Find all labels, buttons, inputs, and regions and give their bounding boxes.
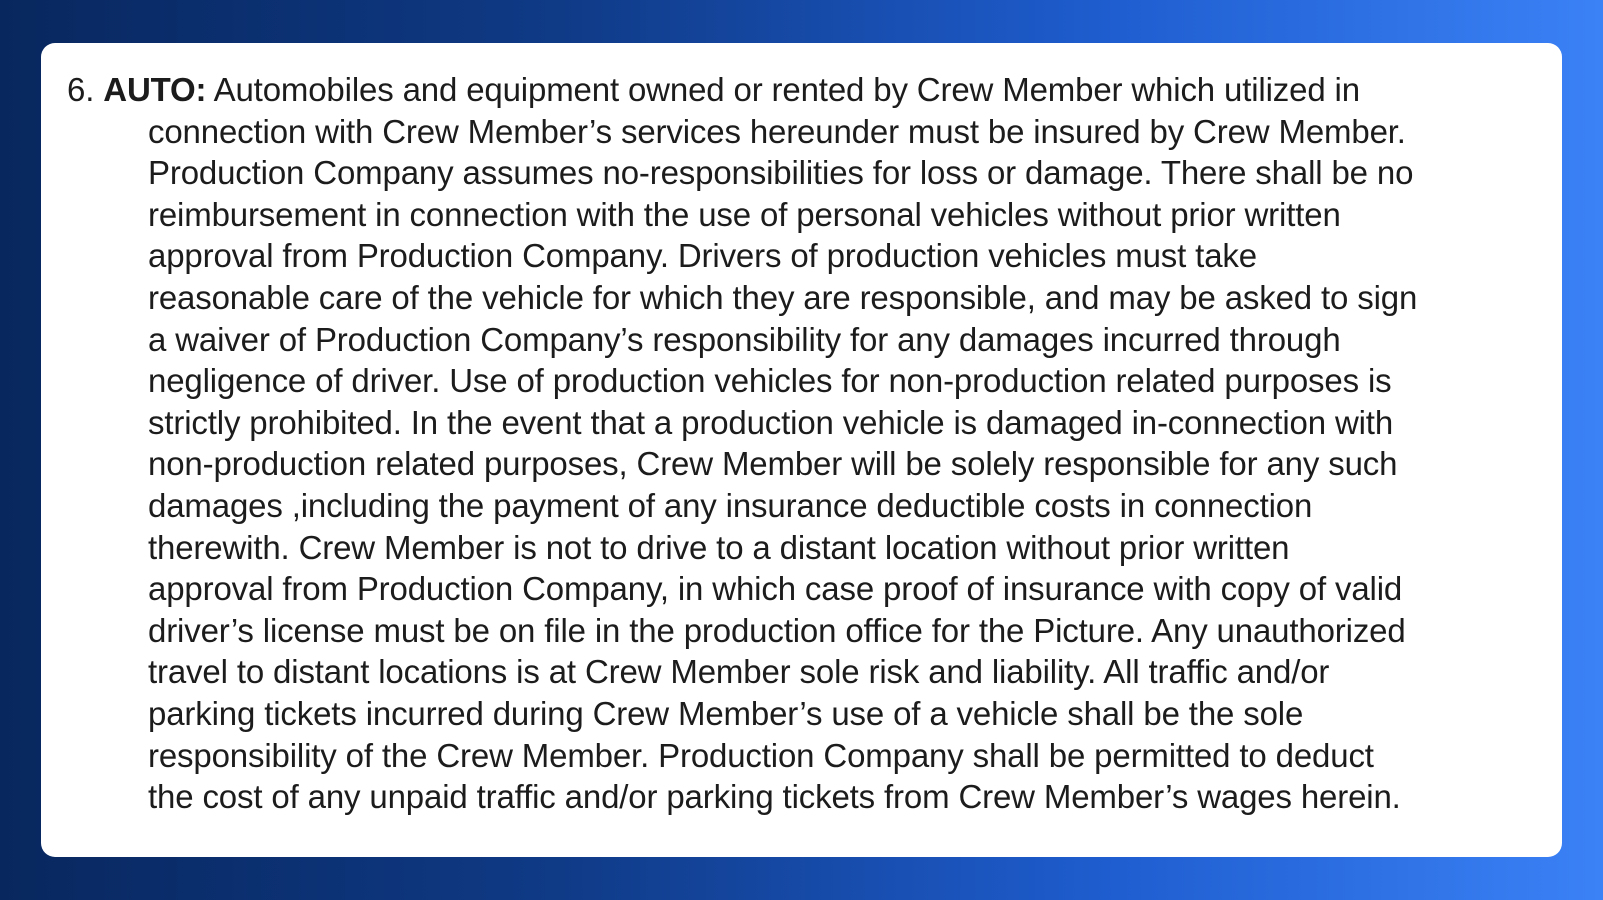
clause-line: approval from Production Company. Drivers of production vehicles must take xyxy=(148,237,1257,275)
clause-line: the cost of any unpaid traffic and/or parking tickets from Crew Member’s wages herein. xyxy=(148,778,1401,816)
clause-line: non-production related purposes, Crew Member will be solely responsible for any such xyxy=(148,445,1398,483)
clause-line: connection with Crew Member’s services hereunder must be insured by Crew Member. xyxy=(148,112,1406,150)
clause-line: a waiver of Production Company’s responsibility for any damages incurred through xyxy=(148,320,1341,358)
document-card xyxy=(41,43,1562,857)
clause-line: damages ,including the payment of any insurance deductible costs in connection xyxy=(148,486,1313,524)
clause-paragraph xyxy=(67,69,1534,818)
clause-line: driver’s license must be on file in the production office for the Picture. Any unauthorized xyxy=(148,611,1406,649)
clause-line: parking tickets incurred during Crew Member’s use of a vehicle shall be the sole xyxy=(148,694,1304,732)
clause-line: Production Company assumes no-responsibilities for loss or damage. There shall be no xyxy=(148,154,1414,192)
clause-line: therewith. Crew Member is not to drive to a distant location without prior written xyxy=(148,528,1290,566)
clause-title: AUTO: xyxy=(103,71,207,108)
clause-number: 6. xyxy=(67,71,95,108)
clause-line: responsibility of the Crew Member. Production Company shall be permitted to deduct xyxy=(148,736,1374,774)
clause-line xyxy=(67,69,1534,111)
clause-line: negligence of driver. Use of production vehicles for non-production related purposes is xyxy=(148,362,1392,400)
clause-line: travel to distant locations is at Crew Member sole risk and liability. All traffic and/or xyxy=(148,653,1330,691)
clause-line: reasonable care of the vehicle for which they are responsible, and may be asked to sign xyxy=(148,278,1418,316)
clause-text: Automobiles and equipment owned or rented by Crew Member which utilized in xyxy=(213,71,1360,108)
clause-line: reimbursement in connection with the use of personal vehicles without prior written xyxy=(148,195,1341,233)
clause-line: strictly prohibited. In the event that a production vehicle is damaged in-connection with xyxy=(148,403,1394,441)
clause-line: approval from Production Company, in which case proof of insurance with copy of valid xyxy=(148,570,1403,608)
